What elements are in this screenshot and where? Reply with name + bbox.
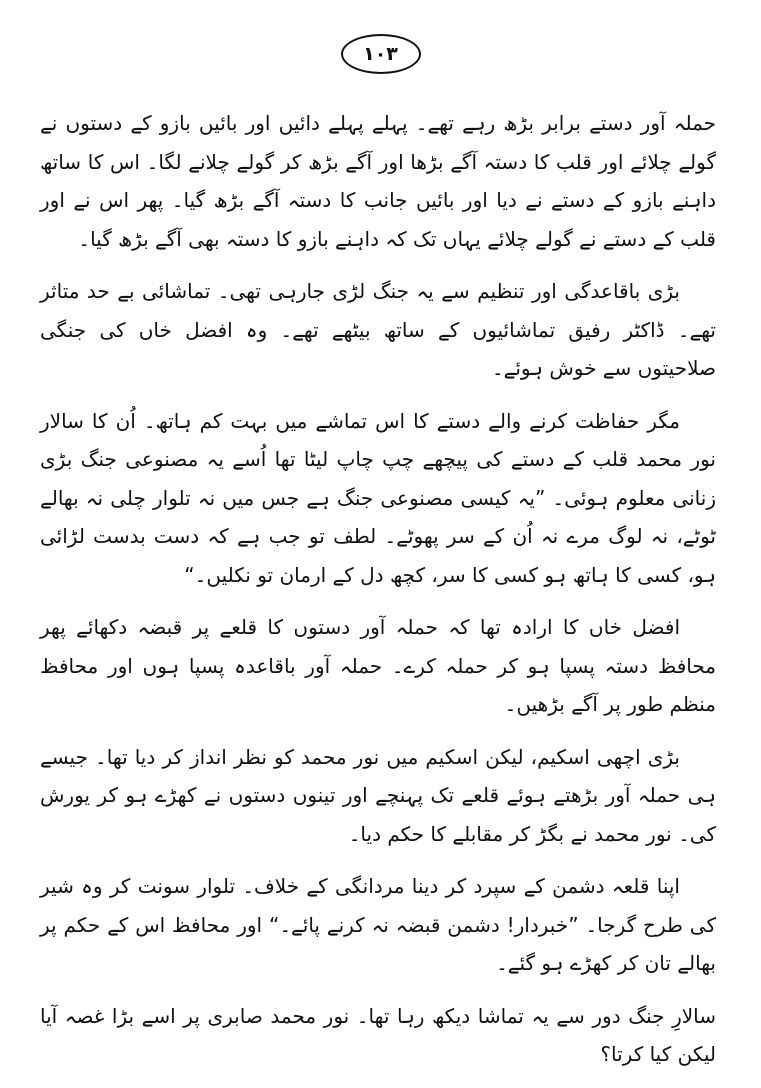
page-body	[40, 104, 716, 1088]
paragraph-1: حملہ آور دستے برابر بڑھ رہے تھے۔ پہلے پہلے دائیں اور بائیں بازو کے دستوں نے گولے چلائے اور قلب کا دستہ آگے بڑھا اور آگے بڑھ کر گولے چلانے لگا۔ اس کا ساتھ داہنے بازو کے دستے نے دیا اور بائیں جانب کا دستہ آگے بڑھ گیا۔ پھر اس نے اور قلب کے دستے نے گولے چلائے یہاں تک کہ داہنے بازو کا دستہ بھی آگے بڑھ گیا۔	[40, 111, 716, 251]
page-number: ۱۰۳	[341, 34, 421, 74]
paragraph-2: بڑی باقاعدگی اور تنظیم سے یہ جنگ لڑی جارہی تھی۔ تماشائی بے حد متاثر تھے۔ ڈاکٹر رفیق تماشائیوں کے ساتھ بیٹھے تھے۔ وہ افضل خاں کی جنگی صلاحیتوں سے خوش ہوئے۔	[40, 279, 716, 380]
paragraph-3: مگر حفاظت کرنے والے دستے کا اس تماشے میں بہت کم ہاتھ۔ اُن کا سالار نور محمد قلب کے دستے کی پیچھے چپ چاپ لیٹا تھا اُسے یہ مصنوعی جنگ بڑی زنانی معلوم ہوئی۔ ”یہ کیسی مصنوعی جنگ ہے جس میں نہ تلوار چلی نہ بھالے ٹوٹے، نہ لوگ مرے نہ اُن کے سر پھوٹے۔ لطف تو جب ہے کہ دست بدست لڑائی ہو، کسی کا ہاتھ ہو کسی کا سر، کچھ دل کے ارمان تو نکلیں۔“	[40, 408, 716, 587]
page-number-container	[0, 34, 761, 74]
paragraph-5: بڑی اچھی اسکیم، لیکن اسکیم میں نور محمد کو نظر انداز کر دیا تھا۔ جیسے ہی حملہ آور بڑھتے ہوئے قلعے تک پہنچے اور تینوں دستوں نے کھڑے ہو کر یورش کی۔ نور محمد نے بگڑ کر مقابلے کا حکم دیا۔	[40, 744, 716, 846]
paragraph-4: افضل خاں کا ارادہ تھا کہ حملہ آور دستوں کا قلعے پر قبضہ دکھائے پھر محافظ دستہ پسپا ہو کر حملہ کرے۔ حملہ آور باقاعدہ پسپا ہوں اور محافظ منظم طور پر آگے بڑھیں۔	[40, 615, 716, 716]
paragraph-6: اپنا قلعہ دشمن کے سپرد کر دینا مردانگی کے خلاف۔ تلوار سونت کر وہ شیر کی طرح گرجا۔ ”خبردار! دشمن قبضہ نہ کرنے پائے۔“ اور محافظ اس کے حکم پر بھالے تان کر کھڑے ہو گئے۔	[40, 874, 716, 975]
paragraph-7: سالارِ جنگ دور سے یہ تماشا دیکھ رہا تھا۔ نور محمد صابری پر اسے بڑا غصہ آیا لیکن کیا کرتا؟	[40, 1003, 716, 1066]
